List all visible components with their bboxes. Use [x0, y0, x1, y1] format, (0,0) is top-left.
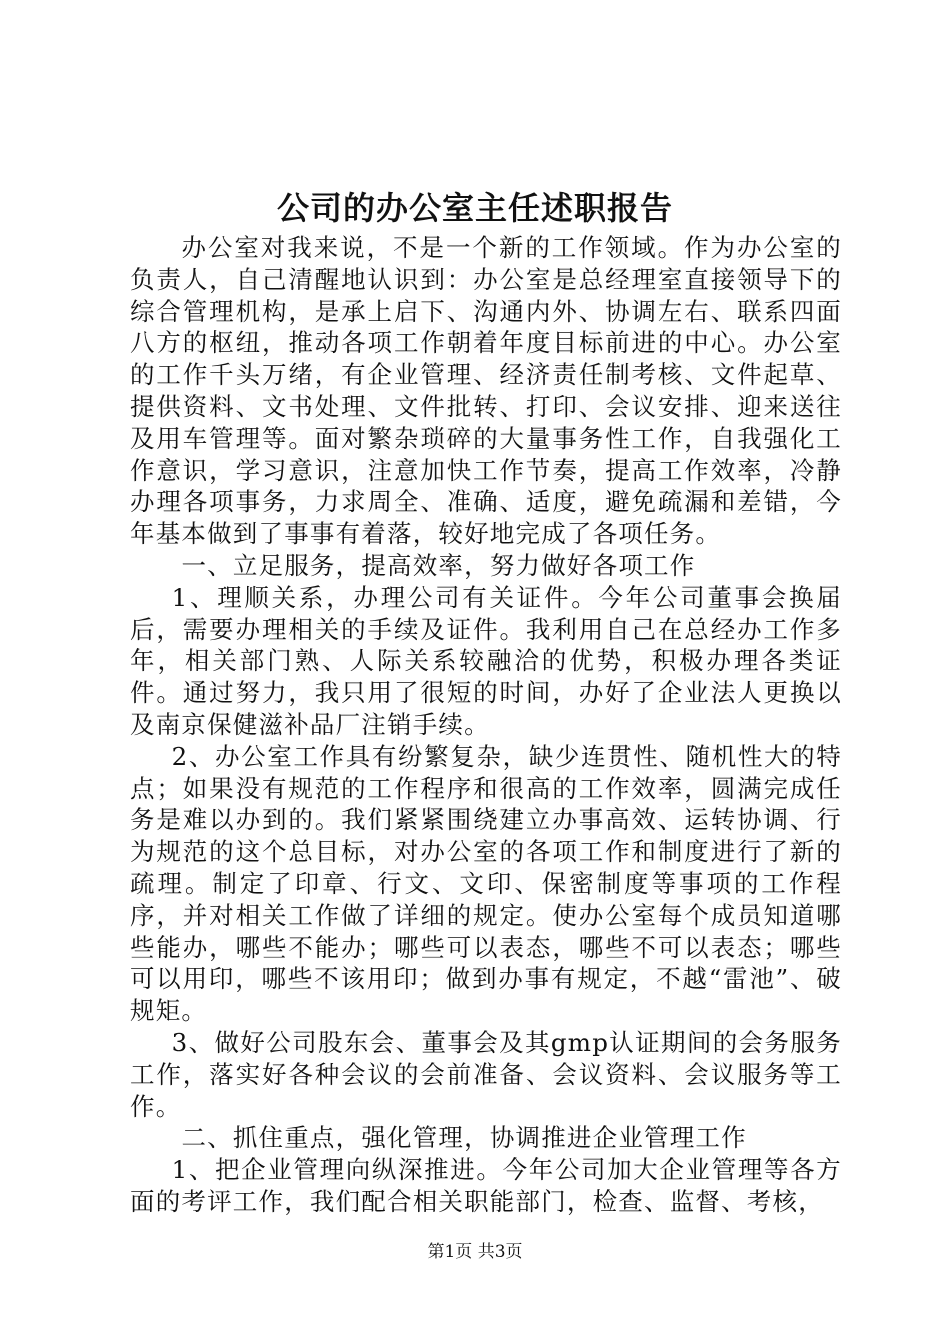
paragraph-intro: 办公室对我来说，不是一个新的工作领域。作为办公室的负责人，自己清醒地认识到：办公室是总经理室直接领导下的综合管理机构，是承上启下、沟通内外、协调左右、联系四面八方的枢纽，推动各项工作朝着年度目标前进的中心。办公室的工作千头万绪，有企业管理、经济责任制考核、文件起草、提供资料、文书处理、文件批转、打印、会议安排、迎来送往及用车管理等。面对繁杂琐碎的大量事务性工作，自我强化工作意识，学习意识，注意加快工作节奏，提高工作效率，冷静办理各项事务，力求周全、准确、适度，避免疏漏和差错，今年基本做到了事事有着落，较好地完成了各项任务。	[130, 233, 842, 549]
section-heading-2: 二、抓住重点，强化管理，协调推进企业管理工作	[181, 1123, 747, 1153]
paragraph-2-1: 1、把企业管理向纵深推进。今年公司加大企业管理等各方面的考评工作，我们配合相关职能部门，检查、监督、考核，	[130, 1155, 842, 1216]
document-title: 公司的办公室主任述职报告	[276, 189, 673, 227]
paragraph-1-1: 1、理顺关系，办理公司有关证件。今年公司董事会换届后，需要办理相关的手续及证件。我利用自己在总经办工作多年，相关部门熟、人际关系较融洽的优势，积极办理各类证件。通过努力，我只用了很短的时间，办好了企业法人更换以及南京保健滋补品厂注销手续。	[130, 582, 842, 739]
document-body	[130, 232, 842, 1218]
page-footer: 第1页 共3页	[427, 1242, 523, 1262]
paragraph-1-2: 2、办公室工作具有纷繁复杂，缺少连贯性、随机性大的特点；如果没有规范的工作程序和很高的工作效率，圆满完成任务是难以办到的。我们紧紧围绕建立办事高效、运转协调、行为规范的这个总目标，对办公室的各项工作和制度进行了新的疏理。制定了印章、行文、文印、保密制度等事项的工作程序，并对相关工作做了详细的规定。使办公室每个成员知道哪些能办，哪些不能办；哪些可以表态，哪些不可以表态；哪些可以用印，哪些不该用印；做到办事有规定，不越“雷池”、破规矩。	[130, 741, 842, 1026]
section-heading-1: 一、立足服务，提高效率，努力做好各项工作	[181, 550, 696, 580]
paragraph-1-3: 3、做好公司股东会、董事会及其gmp认证期间的会务服务工作，落实好各种会议的会前准备、会议资料、会议服务等工作。	[130, 1027, 842, 1121]
